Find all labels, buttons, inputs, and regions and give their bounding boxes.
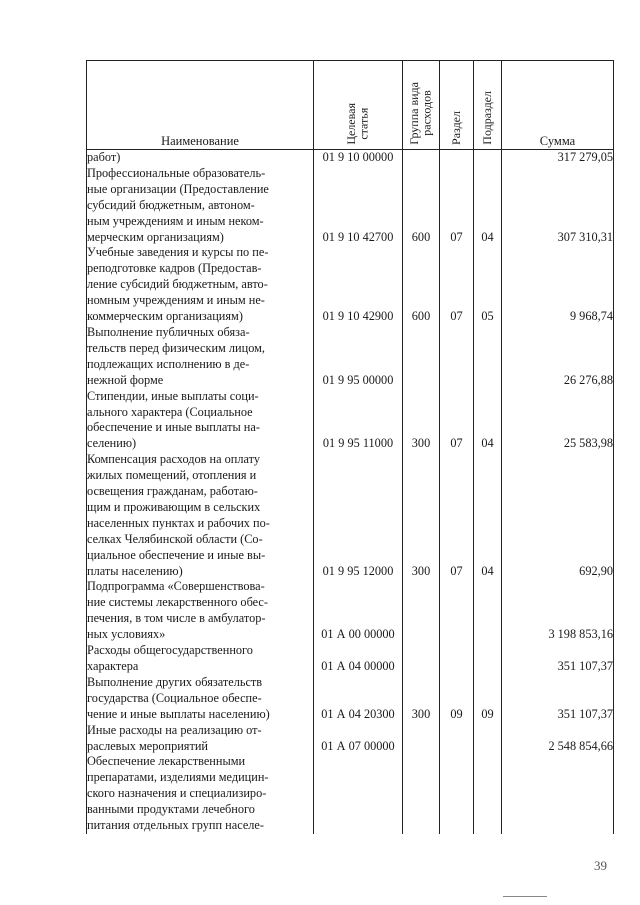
table-row [87,723,614,755]
cell-name: Обеспечение лекарственными препаратами, изделиями медицин- ского назначения и специализиро- ванными продуктами лечебного питания отдельных групп населе- [87,754,314,834]
cell-section [440,150,474,166]
cell-code: 01 А 07 00000 [314,723,403,755]
cell-sum: 2 548 854,66 [502,723,614,755]
cell-name: Компенсация расходов на оплату жилых помещений, отопления и освещения гражданам, работаю- щим и проживающим в сельских населенных пунктах и рабочих по- селках Челябинской области (Со- циальное обеспечение и иные вы- платы населению) [87,452,314,579]
header-name: Наименование [87,61,314,150]
table-row [87,675,614,723]
table-row [87,325,614,389]
table-row [87,643,614,675]
cell-name: Профессиональные образователь- ные организации (Предоставление субсидий бюджетным, автоном- ным учреждениям и иным неком- мерческим организациям) [87,166,314,246]
cell-group: 300 [403,389,440,453]
header-target-item: Целевая статья [314,61,403,150]
cell-subsection: 04 [474,389,502,453]
cell-subsection [474,579,502,643]
table-header-row [87,61,614,150]
cell-section: 07 [440,166,474,246]
cell-subsection [474,150,502,166]
cell-subsection: 09 [474,675,502,723]
cell-section [440,723,474,755]
cell-group [403,325,440,389]
cell-section: 07 [440,389,474,453]
cell-code: 01 А 04 00000 [314,643,403,675]
cell-section: 07 [440,245,474,325]
cell-name: Расходы общегосударственного характера [87,643,314,675]
cell-name: Выполнение публичных обяза- тельств перед физическим лицом, подлежащих исполнению в де- нежной форме [87,325,314,389]
cell-subsection [474,723,502,755]
cell-code: 01 9 10 42700 [314,166,403,246]
footer-line [503,896,547,897]
cell-subsection [474,754,502,834]
cell-group [403,643,440,675]
cell-group [403,579,440,643]
cell-sum: 692,90 [502,452,614,579]
cell-subsection: 04 [474,166,502,246]
header-sum: Сумма [502,61,614,150]
cell-sum: 3 198 853,16 [502,579,614,643]
cell-code: 01 9 10 42900 [314,245,403,325]
cell-group: 600 [403,166,440,246]
table-row [87,452,614,579]
page-number: 39 [594,858,607,873]
cell-name: Выполнение других обязательств государства (Социальное обеспе- чение и иные выплаты населению) [87,675,314,723]
cell-group [403,723,440,755]
cell-sum: 351 107,37 [502,675,614,723]
table-row [87,754,614,834]
cell-code: 01 9 95 11000 [314,389,403,453]
cell-group [403,754,440,834]
cell-code: 01 9 10 00000 [314,150,403,166]
cell-name: Стипендии, иные выплаты соци- ального характера (Социальное обеспечение и иные выплаты на- селению) [87,389,314,453]
cell-subsection [474,643,502,675]
header-section: Раздел [440,61,474,150]
cell-code: 01 9 95 00000 [314,325,403,389]
table-row [87,579,614,643]
cell-name: Подпрограмма «Совершенствова- ние системы лекарственного обес- печения, в том числе в амбулатор- ных условиях» [87,579,314,643]
cell-group [403,150,440,166]
cell-section [440,754,474,834]
cell-group: 600 [403,245,440,325]
cell-sum: 317 279,05 [502,150,614,166]
table-row [87,245,614,325]
cell-sum: 9 968,74 [502,245,614,325]
cell-section: 09 [440,675,474,723]
cell-sum: 25 583,98 [502,389,614,453]
cell-section [440,579,474,643]
cell-section: 07 [440,452,474,579]
cell-sum: 351 107,37 [502,643,614,675]
cell-subsection: 04 [474,452,502,579]
cell-subsection: 05 [474,245,502,325]
cell-code: 01 9 95 12000 [314,452,403,579]
budget-table [86,60,614,834]
cell-group: 300 [403,675,440,723]
cell-sum: 307 310,31 [502,166,614,246]
cell-name: Учебные заведения и курсы по пе- реподготовке кадров (Предостав- ление субсидий бюджетным, авто- номным учреждениям и иным не- коммерческим организациям) [87,245,314,325]
header-subsection: Подраздел [474,61,502,150]
cell-subsection [474,325,502,389]
cell-code: 01 А 00 00000 [314,579,403,643]
cell-code: 01 А 04 20300 [314,675,403,723]
cell-section [440,643,474,675]
cell-sum [502,754,614,834]
cell-code [314,754,403,834]
table-row [87,150,614,166]
cell-section [440,325,474,389]
table-row [87,166,614,246]
cell-sum: 26 276,88 [502,325,614,389]
header-expense-group: Группа вида расходов [403,61,440,150]
table-row [87,389,614,453]
cell-group: 300 [403,452,440,579]
cell-name: работ) [87,150,314,166]
cell-name: Иные расходы на реализацию от- раслевых мероприятий [87,723,314,755]
